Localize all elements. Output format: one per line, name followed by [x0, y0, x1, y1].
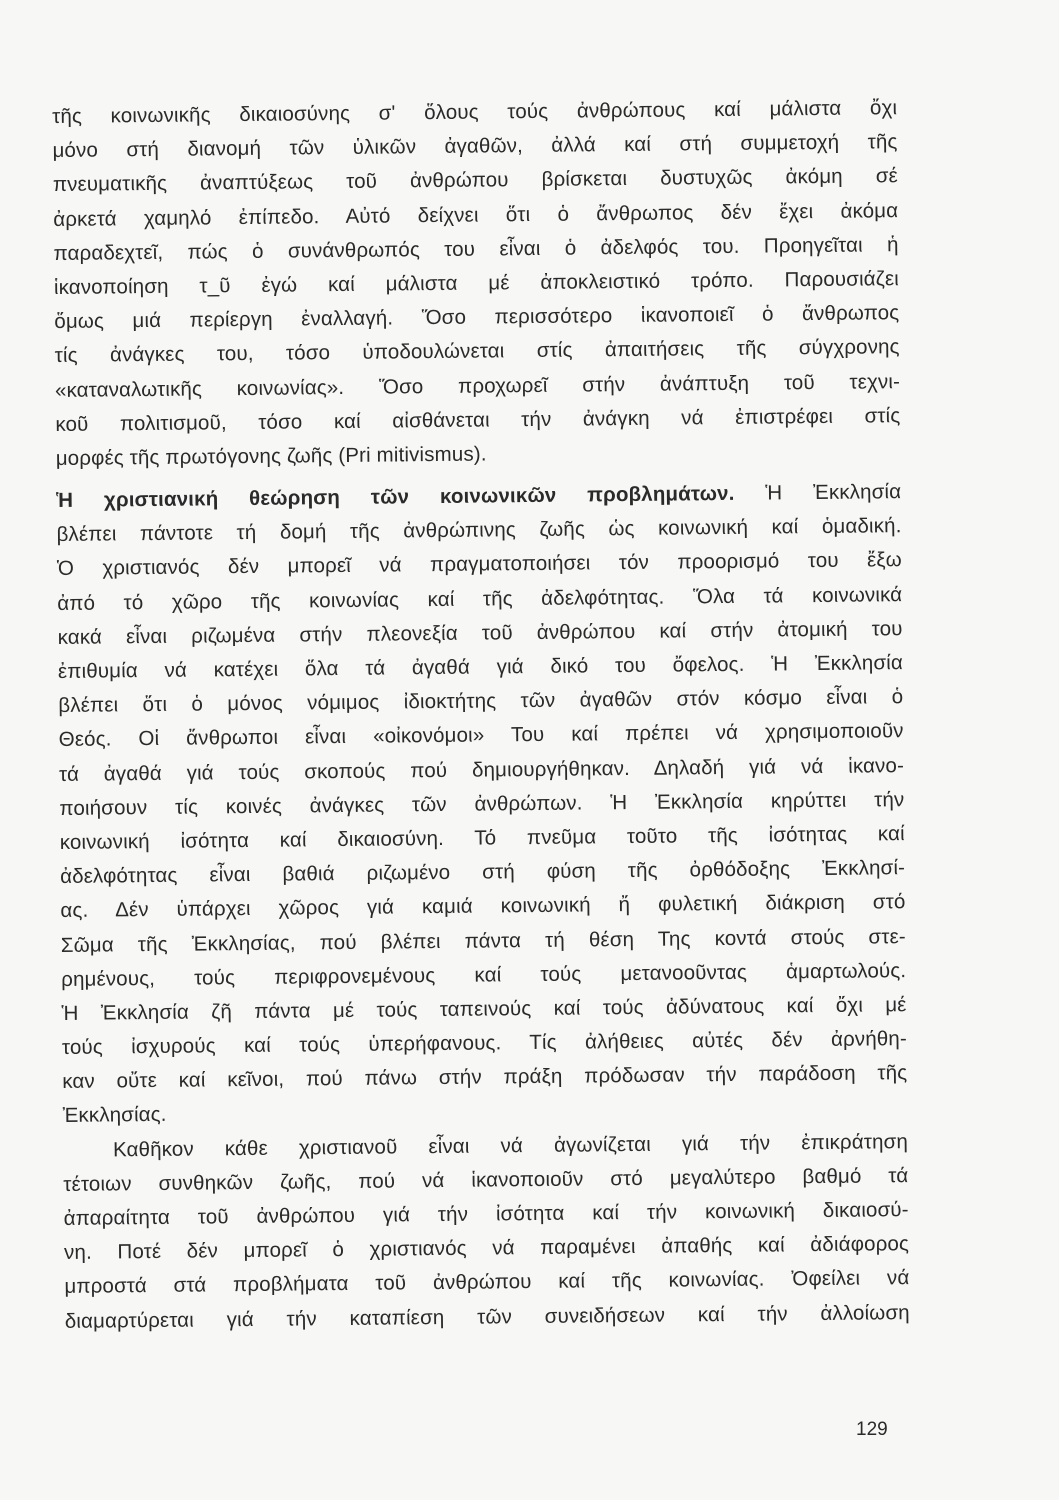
text-line: Θεός. Οἱ ἄνθρωποι εἶναι «οἰκονόμοι» Του καί πρέπει νά χρησιμοποιοῦν	[58, 719, 904, 752]
text-line: ἀρκετά χαμηλό ἐπίπεδο. Αὐτό δείχνει ὅτι ὁ ἄνθρωπος δέν ἔχει ἀκόμα	[53, 198, 899, 231]
text-line: ἀπαραίτητα τοῦ ἀνθρώπου γιά τήν ἰσότητα καί τήν κοινωνική δικαιοσύ-	[63, 1198, 909, 1230]
text-line: Ὁ χριστιανός δέν μπορεῖ νά πραγματοποιήσει τόν προορισμό του ἔξω	[56, 548, 902, 581]
text-line: μορφές τῆς πρωτόγονης ζωῆς (Pri mitivismus).	[55, 442, 487, 470]
text-line: πνευματικῆς ἀναπτύξεως τοῦ ἀνθρώπου βρίσκεται δυστυχῶς ἀκόμη σέ	[52, 164, 898, 197]
text-line: ἱκανοποίηση τ_ῦ ἐγώ καί μάλιστα μέ ἀποκλειστικό τρόπο. Παρουσιάζει	[53, 267, 900, 299]
text-line: ἀδελφότητας εἶναι βαθιά ριζωμένο στή φύση τῆς ὀρθόδοξης Ἐκκλησί-	[60, 856, 906, 889]
text-line: ας. Δέν ὑπάρχει χῶρος γιά καμιά κοινωνική ἤ φυλετική διάκριση στό	[60, 890, 906, 923]
text-line: διαμαρτύρεται γιά τήν καταπίεση τῶν συνειδήσεων καί τήν ἀλλοίωση	[64, 1300, 910, 1333]
text-line: τά ἀγαθά γιά τούς σκοπούς πού δημιουργήθηκαν. Δηλαδή γιά νά ἱκανο-	[58, 753, 905, 786]
text-line: μπροστά στά προβλήματα τοῦ ἀνθρώπου καί τῆς κοινωνίας. Ὀφείλει νά	[64, 1266, 910, 1299]
text-line: κακά εἶναι ριζωμένα στήν πλεονεξία τοῦ ἀνθρώπου καί στήν ἀτομική του	[57, 616, 903, 649]
text-line: καν οὔτε καί κεῖνοι, πού πάνω στήν πράξη πρόδωσαν τήν παράδοση τῆς	[62, 1061, 908, 1094]
heading-line-rest: Ἡ Ἐκκλησία	[734, 480, 902, 505]
text-line: βλέπει πάντοτε τή δομή τῆς ἀνθρώπινης ζωῆς ὡς κοινωνική καί ὁμαδική.	[56, 514, 902, 547]
text-line: ἀπό τό χῶρο τῆς κοινωνίας καί τῆς ἀδελφότητας. Ὅλα τά κοινωνικά	[57, 582, 903, 615]
paragraph-3	[63, 1125, 910, 1339]
text-line: Ἡ Ἐκκλησία ζῆ πάντα μέ τούς ταπεινούς καί τούς ἀδύνατους καί ὄχι μέ	[61, 992, 907, 1025]
text-line: τέτοιων συνθηκῶν ζωῆς, πού νά ἱκανοποιοῦν στό μεγαλύτερο βαθμό τά	[63, 1163, 909, 1196]
text-line: τούς ἰσχυρούς καί τούς ὑπερήφανους. Τίς ἀλήθειες αὐτές δέν ἀρνήθη-	[61, 1027, 907, 1060]
text-line: τῆς κοινωνικῆς δικαιοσύνης σ' ὅλους τούς ἀνθρώπους καί μάλιστα ὄχι	[52, 96, 898, 128]
text-line: νη. Ποτέ δέν μπορεῖ ὁ χριστιανός νά παραμένει ἀπαθής καί ἀδιάφορος	[63, 1232, 910, 1265]
text-line: ποιήσουν τίς κοινές ἀνάγκες τῶν ἀνθρώπων. Ἡ Ἐκκλησία κηρύττει τήν	[59, 787, 905, 820]
text-line: βλέπει ὅτι ὁ μόνος νόμιμος ἰδιοκτήτης τῶν ἀγαθῶν στόν κόσμο εἶναι ὁ	[58, 685, 904, 718]
text-line: ἐπιθυμία νά κατέχει ὅλα τά ἀγαθά γιά δικό του ὄφελος. Ἡ Ἐκκλησία	[57, 651, 904, 683]
text-line: Σῶμα τῆς Ἐκκλησίας, πού βλέπει πάντα τή θέση Της κοντά στούς στε-	[60, 924, 906, 957]
text-line: Ἐκκλησίας.	[62, 1103, 167, 1128]
text-line: ρημένους, τούς περιφρονεμένους καί τούς μετανοοῦντας ἁμαρτωλούς.	[61, 958, 907, 991]
paragraph-2	[56, 475, 908, 1133]
text-line: κοινωνική ἰσότητα καί δικαιοσύνη. Τό πνεῦμα τοῦτο τῆς ἰσότητας καί	[59, 822, 905, 854]
paragraph-1	[52, 91, 901, 476]
text-line: κοῦ πολιτισμοῦ, τόσο καί αἰσθάνεται τήν ἀνάγκη νά ἐπιστρέφει στίς	[55, 403, 901, 436]
page-number: 129	[856, 1419, 888, 1440]
text-line: Καθῆκον κάθε χριστιανοῦ εἶναι νά ἀγωνίζεται γιά τήν ἐπικράτηση	[112, 1129, 909, 1162]
text-line: τίς ἀνάγκες του, τόσο ὑποδουλώνεται στίς ἀπαιτήσεις τῆς σύγχρονης	[54, 335, 900, 368]
text-line: μόνο στή διανομή τῶν ὑλικῶν ἀγαθῶν, ἀλλά καί στή συμμετοχή τῆς	[52, 130, 898, 163]
text-line: παραδεχτεῖ, πώς ὁ συνάνθρωπός του εἶναι ὁ ἀδελφός του. Προηγεῖται ἡ	[53, 232, 899, 265]
text-line: ὅμως μιά περίεργη ἐναλλαγή. Ὅσο περισσότερο ἱκανοποιεῖ ὁ ἄνθρωπος	[54, 301, 900, 334]
text-line: «καταναλωτικῆς κοινωνίας». Ὅσο προχωρεῖ στήν ἀνάπτυξη τοῦ τεχνι-	[54, 369, 901, 402]
section-heading: Ἡ χριστιανική θεώρηση τῶν κοινωνικῶν προβλημάτων.	[56, 481, 735, 513]
text-body	[52, 91, 910, 1339]
